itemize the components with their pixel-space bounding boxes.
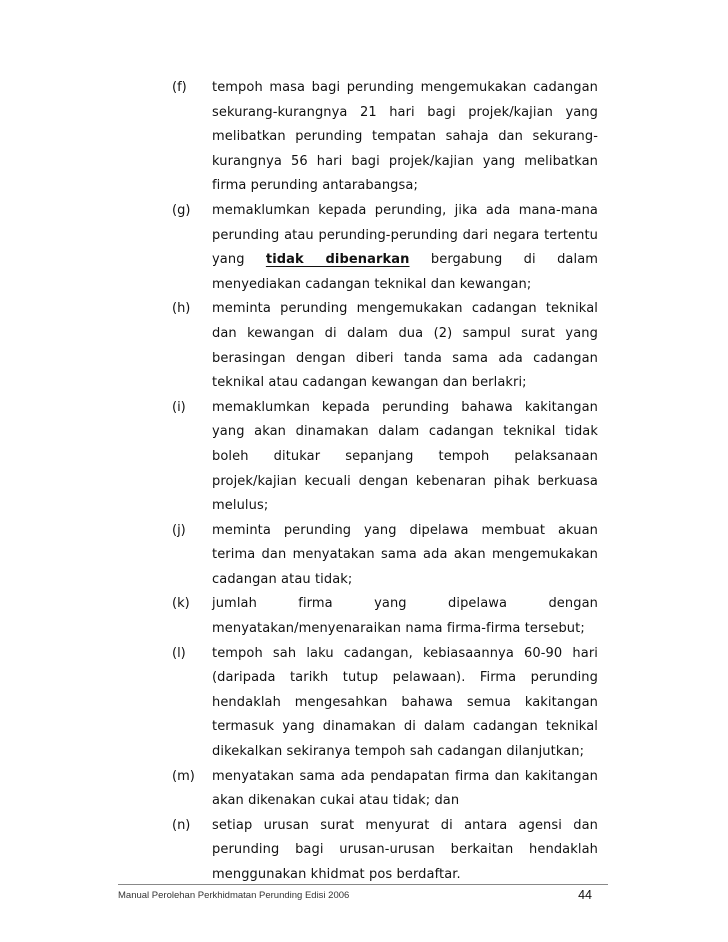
item-marker: (n) (172, 817, 191, 833)
page-footer (118, 884, 608, 902)
list-item (172, 297, 598, 395)
clause-list (172, 76, 598, 888)
list-item (172, 519, 598, 593)
item-text: tempoh sah laku cadangan, kebiasaannya 60-90 hari (daripada tarikh tutup pelawaan). Firma perunding hendaklah mengesahkan bahawa semua kakitangan termasuk yang dinamakan di dalam cadangan teknikal dikekalkan sekiranya tempoh sah cadangan dilanjutkan; (212, 645, 598, 760)
item-marker: (m) (172, 768, 195, 784)
emphasis-text: tidak dibenarkan (265, 252, 410, 268)
item-marker: (j) (172, 522, 186, 538)
item-text: menyatakan sama ada pendapatan firma dan kakitangan akan dikenakan cukai atau tidak; dan (212, 768, 598, 809)
item-text: memaklumkan kepada perunding bahawa kakitangan yang akan dinamakan dalam cadangan teknikal tidak boleh ditukar sepanjang tempoh pelaksanaan projek/kajian kecuali dengan kebenaran pihak berkuasa melulus; (212, 399, 598, 514)
item-text: tempoh masa bagi perunding mengemukakan cadangan sekurang-kurangnya 21 hari bagi projek/kajian yang melibatkan perunding tempatan sahaja dan sekurang-kurangnya 56 hari bagi projek/kajian yang melibatkan firma perunding antarabangsa; (212, 80, 598, 194)
list-item (172, 199, 598, 297)
list-item (172, 396, 598, 519)
item-text: setiap urusan surat menyurat di antara agensi dan perunding bagi urusan-urusan berkaitan hendaklah menggunakan khidmat pos berdaftar. (212, 817, 598, 882)
list-item (172, 814, 598, 888)
item-text: meminta perunding yang dipelawa membuat akuan terima dan menyatakan sama ada akan mengemukakan cadangan atau tidak; (212, 522, 598, 587)
footer-title: Manual Perolehan Perkhidmatan Perunding Edisi 2006 (118, 890, 350, 901)
item-marker: (g) (172, 202, 191, 218)
list-item (172, 592, 598, 641)
item-text-before: memaklumkan kepada perunding, jika ada mana-mana perunding atau perunding-perunding dari negara tertentu yang (212, 202, 598, 268)
item-text: meminta perunding mengemukakan cadangan teknikal dan kewangan di dalam dua (2) sampul surat yang berasingan dengan diberi tanda sama ada cadangan teknikal atau cadangan kewangan dan berlakri; (212, 301, 598, 391)
item-text (212, 199, 598, 297)
item-marker: (f) (172, 80, 187, 95)
list-item (172, 76, 598, 199)
list-item (172, 765, 598, 814)
list-item (172, 642, 598, 765)
item-marker: (k) (172, 596, 190, 612)
item-marker: (i) (172, 399, 186, 415)
item-marker: (h) (172, 301, 191, 317)
item-marker: (l) (172, 645, 186, 661)
page-number: 44 (578, 888, 592, 902)
item-text: jumlah firma yang dipelawa dengan menyatakan/menyenaraikan nama firma-firma tersebut; (212, 596, 598, 637)
item-text-after: bergabung di dalam menyediakan cadangan teknikal dan kewangan; (212, 252, 599, 292)
